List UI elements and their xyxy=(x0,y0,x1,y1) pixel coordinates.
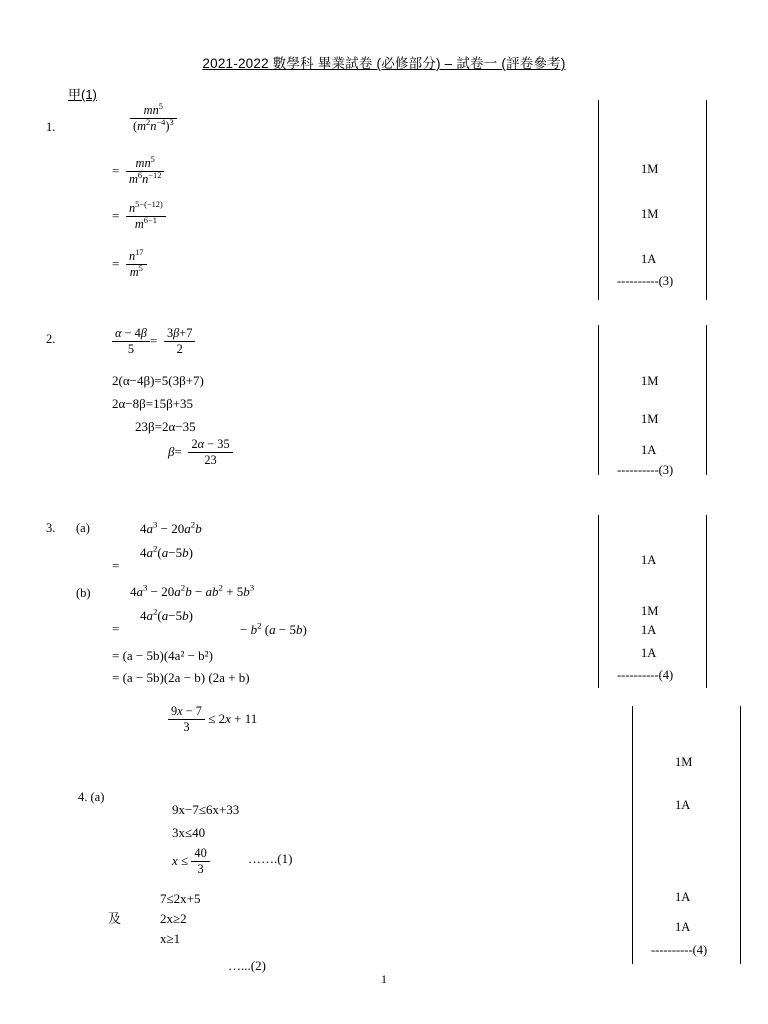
q1-step-1: = $\frac{mn^5}{m^6n^{-12}}$ xyxy=(112,157,164,187)
q4-step-6: x≥1 xyxy=(160,931,181,946)
q4-step-4: 7≤2x+5 xyxy=(160,891,201,906)
q1-mark-3: 1A xyxy=(641,252,657,266)
q2-expression: $\frac{\alpha - 4\beta}{5}$ = $\frac{3\beta+7}{2}$ xyxy=(112,327,195,357)
q2-step-4: β= $\frac{2\alpha - 35}{23}$ xyxy=(168,438,233,468)
q3-mark-total: ----------(4) xyxy=(617,668,674,682)
q2-step-1: 2(α−4β)=5(3β+7) xyxy=(112,373,204,388)
q4-step-5: 2x≥2 xyxy=(160,911,187,926)
q2-mark-3: 1A xyxy=(641,443,657,457)
q1-right-rule xyxy=(706,100,707,300)
q2-step-2: 2α−8β=15β+35 xyxy=(112,396,194,411)
q1-mark-total: ----------(3) xyxy=(617,274,674,288)
q2-right-rule xyxy=(706,325,707,475)
q4-and-label: 及 xyxy=(108,911,122,926)
q4-mark-1: 1M xyxy=(675,755,693,769)
q4-mark-total: ----------(4) xyxy=(651,943,708,957)
q1-mark-2: 1M xyxy=(641,207,659,221)
q4-ref-2: …...(2) xyxy=(228,958,266,973)
q4-step-2: 3x≤40 xyxy=(172,825,206,840)
question-number-3: 3. xyxy=(46,521,56,535)
q3a-equals: = xyxy=(112,558,120,573)
page-title: 2021-2022 數學科 畢業試卷 (必修部分) – 試卷一 (評卷參考) xyxy=(202,56,566,71)
q3b-step-2: = (a − 5b)(4a² − b²) xyxy=(112,648,213,663)
q3a-expression: $4a^3 - 20a^2b$ xyxy=(140,519,202,536)
q1-step-2: = $\frac{n^{5-(-12)}}{m^{6-1}}$ xyxy=(112,202,166,232)
q3b-equals: = xyxy=(112,621,120,636)
q4-ref-1: …….(1) xyxy=(248,851,293,866)
q4-step-3: x ≤ $\frac{40}{3}$ xyxy=(172,847,210,877)
q3b-step-1: $4a^2(a-5b)$ xyxy=(140,606,193,623)
q2-mark-2: 1M xyxy=(641,412,659,426)
q2-step-3: 23β=2α−35 xyxy=(135,419,196,434)
section-label: 甲(1) xyxy=(68,87,97,102)
q4-right-rule xyxy=(740,706,741,964)
q4-mark-4: 1A xyxy=(675,920,691,934)
question-3-part-b-label: (b) xyxy=(76,586,91,600)
question-number-4: 4. (a) xyxy=(78,790,105,804)
q3-mark-2: 1M xyxy=(641,604,659,618)
q3-mark-3: 1A xyxy=(641,623,657,637)
q4-step-1: 9x−7≤6x+33 xyxy=(172,802,240,817)
q3a-step-1: $4a^2(a-5b)$ xyxy=(140,543,193,560)
q4-expression: $\frac{9x - 7}{3}$ ≤ 2x + 11 xyxy=(168,705,257,735)
q3-mark-4: 1A xyxy=(641,646,657,660)
q4-mark-2: 1A xyxy=(675,798,691,812)
q2-mark-total: ----------(3) xyxy=(617,463,674,477)
q4-mark-3: 1A xyxy=(675,890,691,904)
q4-left-rule xyxy=(632,706,633,964)
q1-left-rule xyxy=(598,100,599,300)
q3-right-rule xyxy=(706,515,707,688)
q3b-step-3: = (a − 5b)(2a − b) (2a + b) xyxy=(112,670,250,685)
q3-left-rule xyxy=(598,515,599,688)
q2-mark-1: 1M xyxy=(641,374,659,388)
question-3-part-a-label: (a) xyxy=(76,521,90,535)
q1-expression: $\frac{mn^5}{(m^2n^{-4})^3}$ xyxy=(130,104,177,134)
q2-left-rule xyxy=(598,325,599,475)
page-number: 1 xyxy=(381,972,387,986)
q3-mark-1: 1A xyxy=(641,553,657,567)
q1-mark-1: 1M xyxy=(641,162,659,176)
question-number-2: 2. xyxy=(46,332,56,346)
question-number-1: 1. xyxy=(46,120,56,134)
q1-step-3: = $\frac{n^{17}}{m^5}$ xyxy=(112,250,147,280)
q3b-step-1b: − $b^2$ (a − 5b) xyxy=(240,620,307,637)
q3b-expression: $4a^3 - 20a^2b - ab^2 + 5b^3$ xyxy=(130,582,255,599)
